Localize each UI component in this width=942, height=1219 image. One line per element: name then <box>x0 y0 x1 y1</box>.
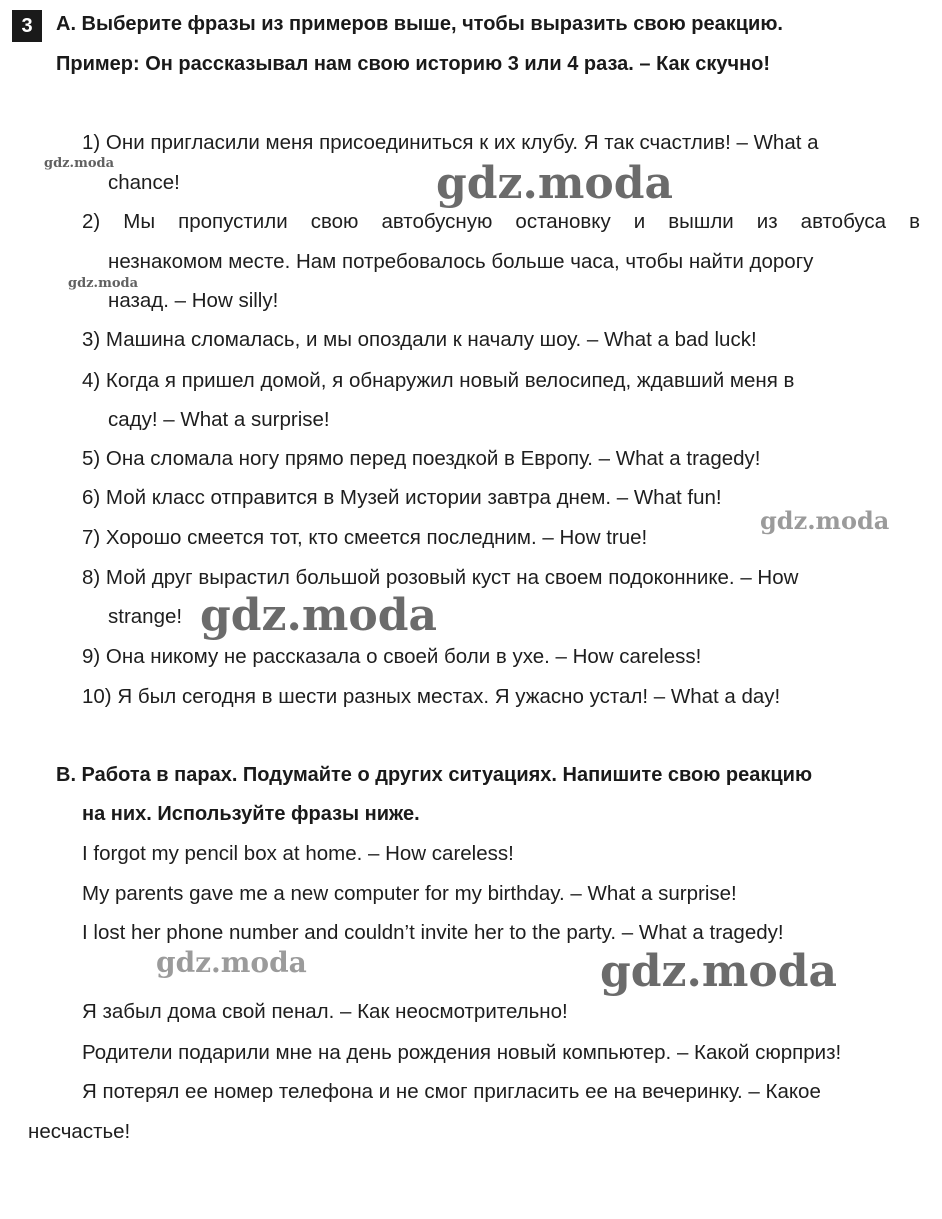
russian-sentence-3-line-2: несчастье! <box>28 1120 131 1143</box>
task-b-heading-line-1: B. Работа в парах. Подумайте о других ситуациях. Напишите свою реакцию <box>56 764 813 786</box>
watermark-medium-2: gdz.moda <box>156 946 307 979</box>
exercise-number: 3 <box>12 10 42 42</box>
item-8-line-1: 8) Мой друг вырастил большой розовый куст на своем подоконнике. – How <box>82 566 799 589</box>
item-10: 10) Я был сегодня в шести разных местах. Я ужасно устал! – What a day! <box>82 685 781 708</box>
item-7: 7) Хорошо смеется тот, кто смеется последним. – How true! <box>82 526 648 549</box>
item-3: 3) Машина сломалась, и мы опоздали к началу шоу. – What a bad luck! <box>82 328 757 351</box>
item-6: 6) Мой класс отправится в Музей истории завтра днем. – What fun! <box>82 486 722 509</box>
item-2-line-1: 2) Мы пропустили свою автобусную остановку и вышли из автобуса в <box>82 210 920 233</box>
russian-sentence-3-line-1: Я потерял ее номер телефона и не смог пригласить ее на вечеринку. – Какое <box>82 1080 821 1103</box>
english-sentence-2: My parents gave me a new computer for my birthday. – What a surprise! <box>82 882 737 905</box>
task-a-heading: A. Выберите фразы из примеров выше, чтобы выразить свою реакцию. <box>56 13 783 35</box>
item-4-line-1: 4) Когда я пришел домой, я обнаружил новый велосипед, ждавший меня в <box>82 369 795 392</box>
watermark-small-1: gdz.moda <box>44 156 115 171</box>
item-9: 9) Она никому не рассказала о своей боли в ухе. – How careless! <box>82 645 702 668</box>
watermark-large-1: gdz.moda <box>436 158 674 209</box>
item-1-line-1: 1) Они пригласили меня присоединиться к их клубу. Я так счастлив! – What a <box>82 131 819 154</box>
item-2-line-3: назад. – How silly! <box>108 289 279 312</box>
item-5: 5) Она сломала ногу прямо перед поездкой в Европу. – What a tragedy! <box>82 447 761 470</box>
watermark-large-3: gdz.moda <box>600 946 838 997</box>
russian-sentence-1: Я забыл дома свой пенал. – Как неосмотрительно! <box>82 1000 568 1023</box>
watermark-small-2: gdz.moda <box>68 276 139 291</box>
item-1-line-2: chance! <box>108 171 180 194</box>
watermark-medium-1: gdz.moda <box>760 506 890 535</box>
english-sentence-1: I forgot my pencil box at home. – How careless! <box>82 842 514 865</box>
russian-sentence-2: Родители подарили мне на день рождения новый компьютер. – Какой сюрприз! <box>82 1041 842 1064</box>
watermark-large-2: gdz.moda <box>200 590 438 641</box>
english-sentence-3: I lost her phone number and couldn’t invite her to the party. – What a tragedy! <box>82 921 784 944</box>
example-line: Пример: Он рассказывал нам свою историю 3 или 4 раза. – Как скучно! <box>56 53 771 75</box>
item-8-line-2: strange! <box>108 605 183 628</box>
task-b-heading-line-2: на них. Используйте фразы ниже. <box>82 803 420 825</box>
item-2-line-2: незнакомом месте. Нам потребовалось больше часа, чтобы найти дорогу <box>108 250 814 273</box>
item-4-line-2: саду! – What a surprise! <box>108 408 330 431</box>
